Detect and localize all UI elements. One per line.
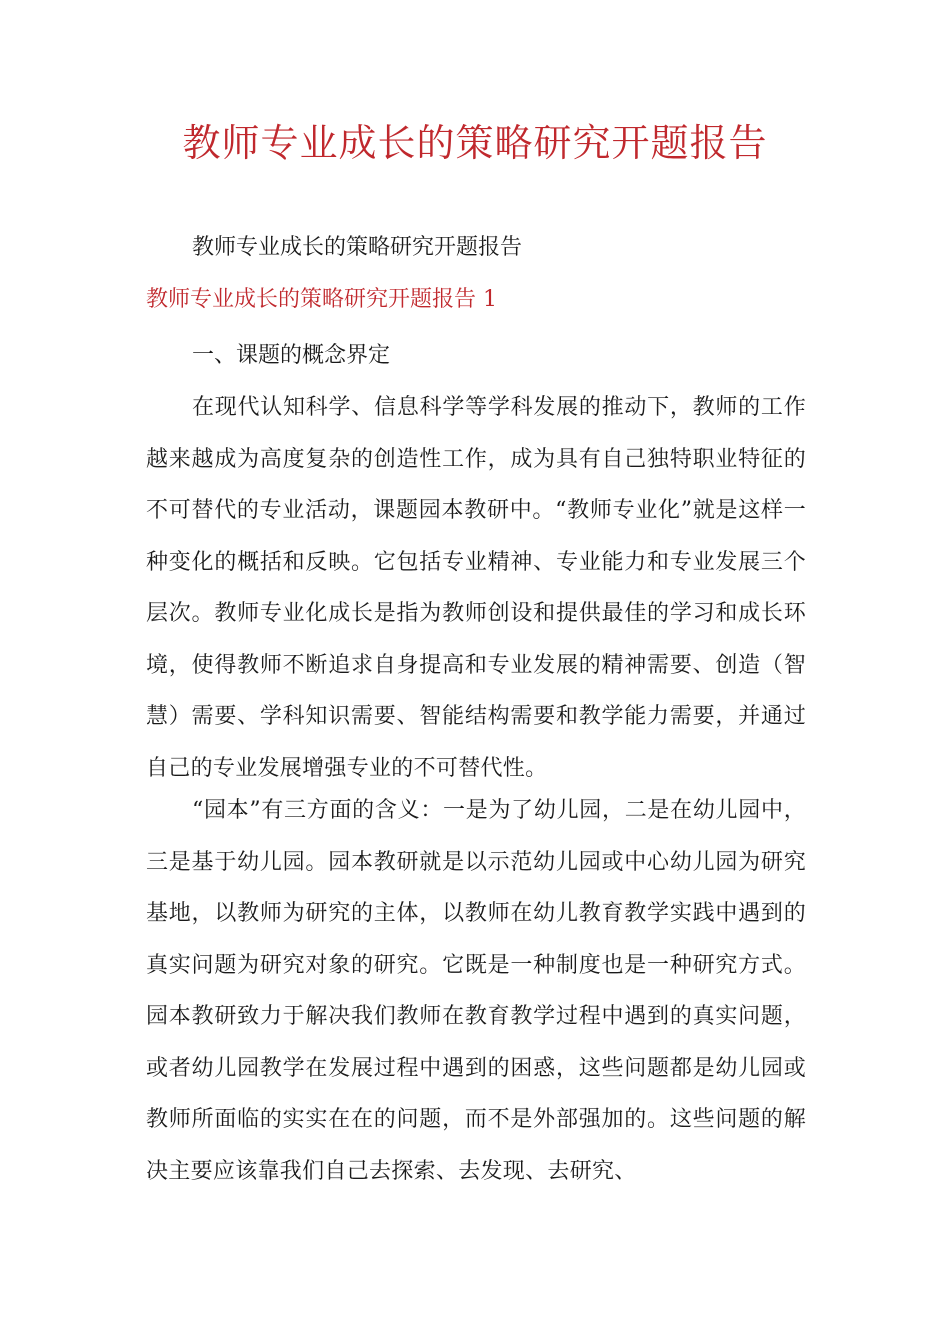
section-title: 教师专业成长的策略研究开题报告 1 — [146, 287, 497, 312]
heading-concept-definition: 一、课题的概念界定 — [192, 343, 391, 368]
document-subtitle: 教师专业成长的策略研究开题报告 — [192, 235, 523, 260]
document-title: 教师专业成长的策略研究开题报告 — [182, 121, 768, 165]
paragraph-2: “园本”有三方面的含义：一是为了幼儿园，二是在幼儿园中，三是基于幼儿园。园本教研就是以示范幼儿园或中心幼儿园为研究基地，以教师为研究的主体，以教师在幼儿教育教学实践中遇到的真实问题为研究对象的研究。它既是一种制度也是一种研究方式。园本教研致力于解决我们教师在教育教学过程中遇到的真实问题，或者幼儿园教学在发展过程中遇到的困惑，这些问题都是幼儿园或教师所面临的实实在在的问题，而不是外部强加的。这些问题的解决主要应该靠我们自己去探索、去发现、去研究、 — [146, 798, 806, 1184]
paragraph-1: 在现代认知科学、信息科学等学科发展的推动下，教师的工作越来越成为高度复杂的创造性工作，成为具有自己独特职业特征的不可替代的专业活动，课题园本教研中。“教师专业化”就是这样一种变化的概括和反映。它包括专业精神、专业能力和专业发展三个层次。教师专业化成长是指为教师创设和提供最佳的学习和成长环境，使得教师不断追求自身提高和专业发展的精神需要、创造（智慧）需要、学科知识需要、智能结构需要和教学能力需要，并通过自己的专业发展增强专业的不可替代性。 — [146, 395, 806, 781]
